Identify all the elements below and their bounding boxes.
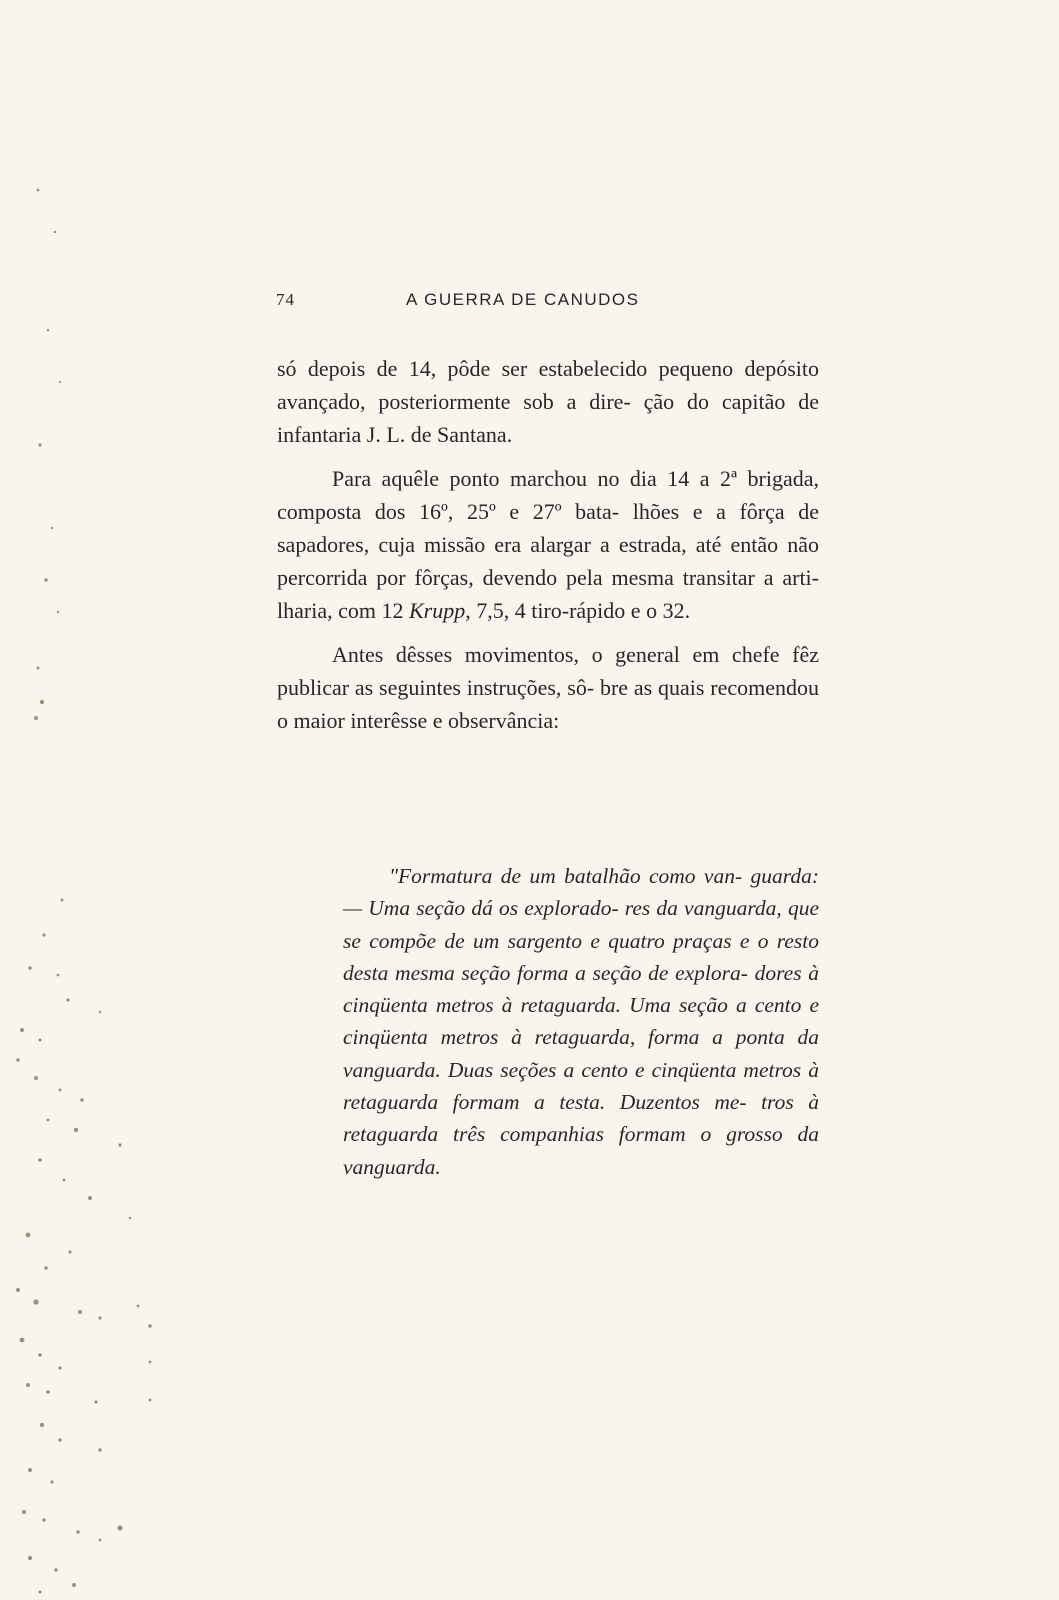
book-title: A GUERRA DE CANUDOS bbox=[406, 290, 640, 309]
paragraph-1: só depois de 14, pôde ser estabelecido pequeno depósito avançado, posteriormente sob a dire- ção do capitão de infantaria J. L. de Santana. bbox=[277, 356, 819, 448]
page-number: 74 bbox=[276, 290, 295, 309]
running-header bbox=[276, 290, 836, 312]
block-quote bbox=[343, 860, 819, 1183]
paragraph-2-part-b: 7,5, 4 tiro-rápido e o 32. bbox=[470, 598, 691, 624]
krupp-term: Krupp, bbox=[408, 598, 471, 624]
foxing-stains-decoration bbox=[0, 0, 190, 1600]
paragraph-2 bbox=[277, 462, 819, 628]
quote-text: "Formatura de um batalhão como van- guarda: — Uma seção dá os explorado- res da vanguarda, que se compõe de um sargento e quatro praças e o resto desta mesma seção forma a seção de explora- dores à cinqüenta metros à retaguarda. Uma seção a cento e cinqüenta metros à retaguarda, forma a ponta da vanguarda. Duas seções a cento e cinqüenta metros à retaguarda formam a testa. Duzentos me- tros à retaguarda três companhias formam o grosso da vanguarda. bbox=[343, 864, 819, 1179]
paragraph-2-part-a: Para aquêle ponto marchou no dia 14 a 2ª brigada, composta dos 16º, 25º e 27º bata- lhões e a fôrça de sapadores, cuja missão era alargar a estrada, até então não percorrida por fôrças, devendo pela mesma transitar a arti- lharia, com 12 bbox=[277, 465, 819, 624]
paragraph-3: Antes dêsses movimentos, o general em chefe fêz publicar as seguintes instruções, sô- bre as quais recomendou o maior interêsse e observância: bbox=[277, 641, 819, 734]
body-text bbox=[277, 352, 819, 737]
